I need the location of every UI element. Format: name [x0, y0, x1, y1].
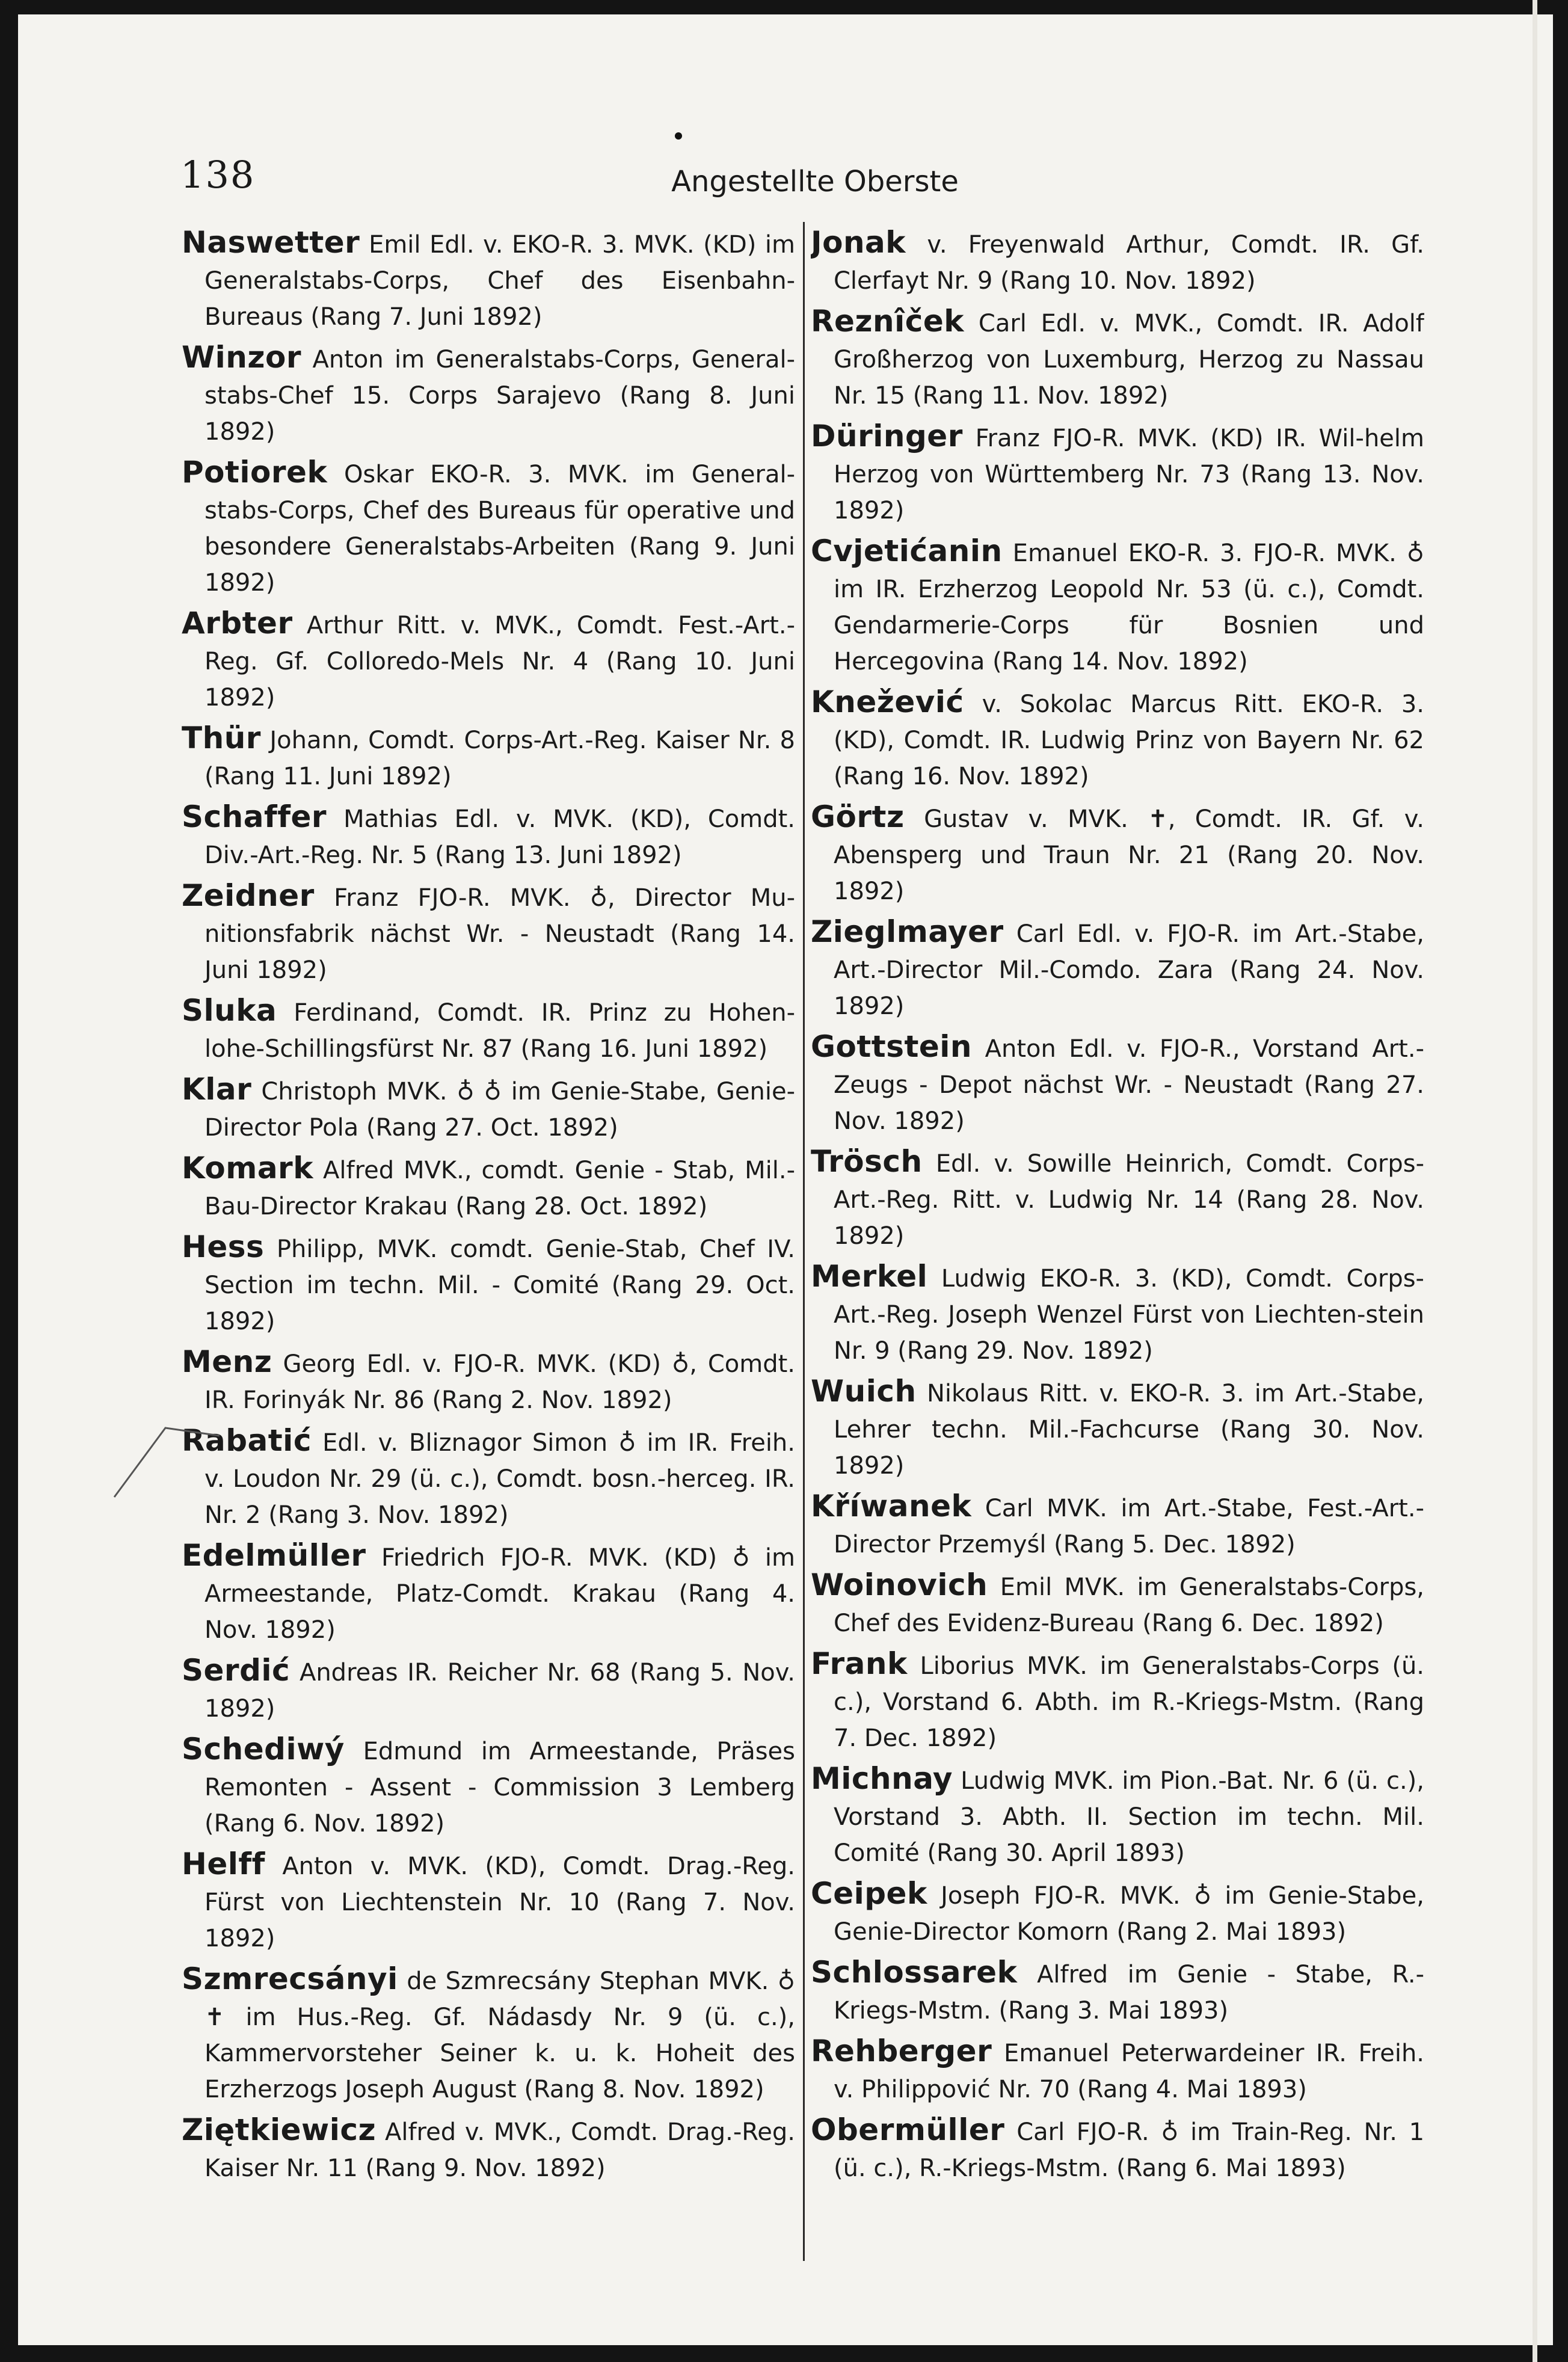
register-entry: [811, 2112, 1424, 2186]
register-entry: [811, 1374, 1424, 1484]
entry-surname: Serdić: [182, 1653, 291, 1688]
entry-surname: Kříwanek: [811, 1489, 972, 1524]
entry-details: Carl Edl. v. MVK., Comdt. IR. Adolf Großherzog von Luxemburg, Herzog zu Nassau Nr. 15 (Rang 11. Nov. 1892): [834, 310, 1424, 410]
register-entry: [182, 799, 795, 873]
register-entry: [182, 993, 795, 1067]
entry-surname: Komark: [182, 1151, 313, 1186]
entry-surname: Naswetter: [182, 225, 360, 260]
entry-details: Nikolaus Ritt. v. EKO-R. 3. im Art.-Stabe, Lehrer techn. Mil.-Fachcurse (Rang 30. Nov. 1892): [834, 1380, 1424, 1480]
entry-details: Liborius MVK. im Generalstabs-Corps (ü. c.), Vorstand 6. Abth. im R.-Kriegs-Mstm. (Rang 7. Dec. 1892): [834, 1652, 1424, 1752]
entry-surname: Zieglmayer: [811, 914, 1004, 949]
register-entry: [182, 878, 795, 988]
entry-details: Andreas IR. Reicher Nr. 68 (Rang 5. Nov. 1892): [204, 1659, 795, 1723]
entry-surname: Schediwý: [182, 1732, 345, 1767]
register-entry: [182, 1732, 795, 1842]
register-entry: [182, 1423, 795, 1533]
register-entry: [182, 455, 795, 601]
entry-details: Arthur Ritt. v. MVK., Comdt. Fest.-Art.-Reg. Gf. Colloredo-Mels Nr. 4 (Rang 10. Juni 1892): [204, 612, 795, 712]
entry-details: Oskar EKO-R. 3. MVK. im General-stabs-Corps, Chef des Bureaus für operative und besondere Generalstabs-Arbeiten (Rang 9. Juni 1892): [204, 461, 795, 597]
register-entry: [182, 1653, 795, 1727]
entry-surname: Frank: [811, 1646, 908, 1681]
register-entry: [811, 2034, 1424, 2108]
register-entry: [182, 1151, 795, 1225]
entry-details: Carl Edl. v. FJO-R. im Art.-Stabe, Art.-Director Mil.-Comdo. Zara (Rang 24. Nov. 1892): [834, 920, 1424, 1020]
entry-details: Mathias Edl. v. MVK. (KD), Comdt. Div.-Art.-Reg. Nr. 5 (Rang 13. Juni 1892): [204, 805, 795, 869]
register-entry: [811, 799, 1424, 909]
entry-details: Carl MVK. im Art.-Stabe, Fest.-Art.-Director Przemyśl (Rang 5. Dec. 1892): [834, 1495, 1424, 1558]
entry-surname: Reznîček: [811, 304, 965, 339]
entry-surname: Cvjetićanin: [811, 534, 1003, 568]
ink-dot: [675, 132, 682, 140]
entry-details: de Szmrecsány Stephan MVK. ♁ ✝ im Hus.-Reg. Gf. Nádasdy Nr. 9 (ü. c.), Kammervorsteher Seiner k. u. k. Hoheit des Erzherzogs Joseph August (Rang 8. Nov. 1892): [204, 1967, 795, 2103]
page-number: 138: [180, 153, 256, 197]
left-column: [182, 225, 795, 2288]
entry-details: Edl. v. Sowille Heinrich, Comdt. Corps-Art.-Reg. Ritt. v. Ludwig Nr. 14 (Rang 28. Nov. 1892): [834, 1150, 1424, 1250]
entry-details: Carl FJO-R. ♁ im Train-Reg. Nr. 1 (ü. c.), R.-Kriegs-Mstm. (Rang 6. Mai 1893): [834, 2118, 1424, 2182]
entry-details: Emil Edl. v. EKO-R. 3. MVK. (KD) im Generalstabs-Corps, Chef des Eisenbahn-Bureaus (Rang 7. Juni 1892): [204, 231, 795, 331]
register-entry: [811, 1761, 1424, 1871]
register-entry: [182, 1961, 795, 2108]
entry-details: v. Freyenwald Arthur, Comdt. IR. Gf. Clerfayt Nr. 9 (Rang 10. Nov. 1892): [834, 231, 1424, 295]
register-entry: [182, 340, 795, 450]
register-entry: [811, 1259, 1424, 1369]
entry-details: Johann, Comdt. Corps-Art.-Reg. Kaiser Nr. 8 (Rang 11. Juni 1892): [204, 727, 795, 790]
register-entry: [182, 721, 795, 795]
register-entry: [182, 225, 795, 335]
register-entry: [811, 1029, 1424, 1139]
register-entry: [811, 1955, 1424, 2029]
entry-surname: Edelmüller: [182, 1538, 366, 1573]
entry-details: Emanuel EKO-R. 3. FJO-R. MVK. ♁ im IR. Erzherzog Leopold Nr. 53 (ü. c.), Comdt. Gendarmerie-Corps für Bosnien und Hercegovina (Rang 14. Nov. 1892): [834, 540, 1424, 675]
entry-surname: Schaffer: [182, 799, 327, 834]
entry-surname: Görtz: [811, 799, 905, 834]
entry-surname: Rehberger: [811, 2034, 992, 2068]
register-entry: [182, 1229, 795, 1339]
entry-details: Edl. v. Bliznagor Simon ♁ im IR. Freih. v. Loudon Nr. 29 (ü. c.), Comdt. bosn.-herceg. IR. Nr. 2 (Rang 3. Nov. 1892): [204, 1429, 795, 1529]
entry-surname: Knežević: [811, 684, 964, 719]
entry-surname: Ceipek: [811, 1876, 927, 1911]
entry-surname: Potiorek: [182, 455, 328, 490]
register-entry: [182, 606, 795, 716]
register-entry: [811, 1489, 1424, 1563]
register-entry: [182, 1847, 795, 1957]
entry-details: Anton im Generalstabs-Corps, General-stabs-Chef 15. Corps Sarajevo (Rang 8. Juni 1892): [204, 346, 795, 446]
entry-surname: Gottstein: [811, 1029, 973, 1064]
right-column: [811, 225, 1424, 2288]
register-entry: [811, 684, 1424, 795]
entry-details: Edmund im Armeestande, Präses Remonten - Assent - Commission 3 Lemberg (Rang 6. Nov. 1892): [204, 1738, 795, 1838]
register-entry: [182, 2112, 795, 2186]
entry-surname: Michnay: [811, 1761, 953, 1796]
entry-details: Alfred v. MVK., Comdt. Drag.-Reg. Kaiser Nr. 11 (Rang 9. Nov. 1892): [204, 2118, 795, 2182]
entry-details: Emil MVK. im Generalstabs-Corps, Chef des Evidenz-Bureau (Rang 6. Dec. 1892): [834, 1573, 1424, 1637]
register-entry: [182, 1538, 795, 1648]
entry-details: Anton Edl. v. FJO-R., Vorstand Art.-Zeugs - Depot nächst Wr. - Neustadt (Rang 27. Nov. 1892): [834, 1035, 1424, 1135]
entry-details: Georg Edl. v. FJO-R. MVK. (KD) ♁, Comdt. IR. Forinyák Nr. 86 (Rang 2. Nov. 1892): [204, 1350, 795, 1414]
entry-surname: Obermüller: [811, 2112, 1005, 2147]
entry-details: Gustav v. MVK. ✝, Comdt. IR. Gf. v. Abensperg und Traun Nr. 21 (Rang 20. Nov. 1892): [834, 805, 1424, 905]
entry-details: Anton v. MVK. (KD), Comdt. Drag.-Reg. Fürst von Liechtenstein Nr. 10 (Rang 7. Nov. 1892): [204, 1853, 795, 1952]
entry-details: Christoph MVK. ♁ ♁ im Genie-Stabe, Genie-Director Pola (Rang 27. Oct. 1892): [204, 1078, 795, 1142]
entry-details: Ludwig EKO-R. 3. (KD), Comdt. Corps-Art.-Reg. Joseph Wenzel Fürst von Liechten-stein Nr. 9 (Rang 29. Nov. 1892): [834, 1265, 1424, 1365]
register-entry: [182, 1344, 795, 1418]
entry-surname: Arbter: [182, 606, 293, 641]
entry-surname: Hess: [182, 1229, 265, 1264]
entry-surname: Helff: [182, 1847, 265, 1881]
register-entry: [811, 1646, 1424, 1756]
entry-surname: Sluka: [182, 993, 277, 1028]
register-entry: [811, 225, 1424, 299]
entry-details: Franz FJO-R. MVK. (KD) IR. Wil-helm Herzog von Württemberg Nr. 73 (Rang 13. Nov. 1892): [834, 425, 1424, 524]
entry-surname: Woinovich: [811, 1567, 988, 1602]
register-entry: [811, 534, 1424, 680]
entry-surname: Menz: [182, 1344, 272, 1379]
entry-surname: Jonak: [811, 225, 906, 260]
register-entry: [811, 914, 1424, 1024]
entry-surname: Schlossarek: [811, 1955, 1018, 1990]
entry-surname: Merkel: [811, 1259, 928, 1294]
register-entry: [811, 304, 1424, 414]
entry-details: v. Sokolac Marcus Ritt. EKO-R. 3. (KD), Comdt. IR. Ludwig Prinz von Bayern Nr. 62 (Rang 16. Nov. 1892): [834, 690, 1424, 790]
book-page: [18, 14, 1553, 2345]
entry-details: Philipp, MVK. comdt. Genie-Stab, Chef IV. Section im techn. Mil. - Comité (Rang 29. Oct. 1892): [204, 1235, 795, 1335]
entry-surname: Düringer: [811, 419, 963, 454]
entry-details: Emanuel Peterwardeiner IR. Freih. v. Philippović Nr. 70 (Rang 4. Mai 1893): [834, 2040, 1424, 2103]
entry-details: Ludwig MVK. im Pion.-Bat. Nr. 6 (ü. c.), Vorstand 3. Abth. II. Section im techn. Mil. Comité (Rang 30. April 1893): [834, 1767, 1424, 1867]
entry-surname: Trösch: [811, 1144, 923, 1179]
register-entry: [811, 419, 1424, 529]
entry-details: Friedrich FJO-R. MVK. (KD) ♁ im Armeestande, Platz-Comdt. Krakau (Rang 4. Nov. 1892): [204, 1544, 795, 1644]
entry-surname: Ziętkiewicz: [182, 2112, 377, 2147]
entry-surname: Klar: [182, 1072, 252, 1107]
entry-details: Ferdinand, Comdt. IR. Prinz zu Hohen-lohe-Schillingsfürst Nr. 87 (Rang 16. Juni 1892): [204, 999, 795, 1063]
entry-surname: Zeidner: [182, 878, 315, 913]
pencil-mark: [108, 1407, 223, 1503]
register-entry: [811, 1567, 1424, 1641]
running-title: Angestellte Oberste: [671, 165, 959, 198]
entry-surname: Rabatić: [182, 1423, 312, 1458]
column-divider: [803, 222, 805, 2261]
entry-details: Franz FJO-R. MVK. ♁, Director Mu-nitionsfabrik nächst Wr. - Neustadt (Rang 14. Juni 1892): [204, 884, 795, 984]
entry-surname: Szmrecsányi: [182, 1961, 398, 1996]
entry-details: Alfred MVK., comdt. Genie - Stab, Mil.-Bau-Director Krakau (Rang 28. Oct. 1892): [204, 1157, 795, 1220]
register-entry: [811, 1144, 1424, 1254]
register-entry: [811, 1876, 1424, 1950]
register-entry: [182, 1072, 795, 1146]
entry-surname: Wuich: [811, 1374, 917, 1409]
entry-surname: Winzor: [182, 340, 301, 375]
entry-details: Joseph FJO-R. MVK. ♁ im Genie-Stabe, Genie-Director Komorn (Rang 2. Mai 1893): [834, 1882, 1424, 1946]
entry-details: Alfred im Genie - Stabe, R.-Kriegs-Mstm. (Rang 3. Mai 1893): [834, 1961, 1424, 2025]
entry-surname: Thür: [182, 721, 261, 755]
page-edge: [1533, 0, 1537, 2362]
